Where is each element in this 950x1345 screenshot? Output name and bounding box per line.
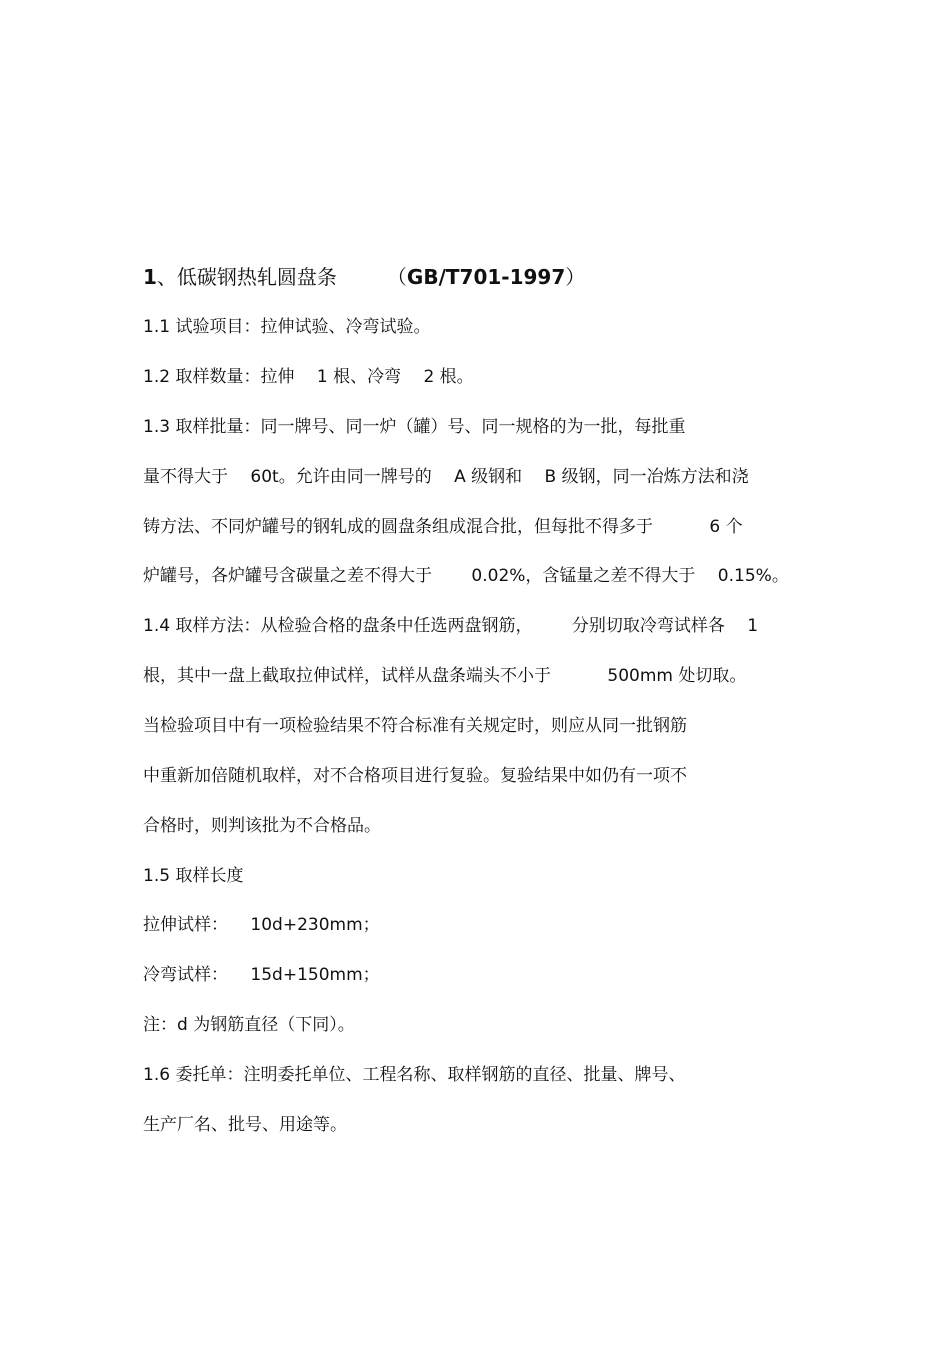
text-line-1-3c: 铸方法、不同炉罐号的钢轧成的圆盘条组成混合批，但每批不得多于 6 个 [143, 517, 743, 537]
text-line-1-4b: 根，其中一盘上截取拉伸试样，试样从盘条端头不小于 500mm 处切取。 [143, 666, 747, 686]
text-line-1-4a: 1.4 取样方法：从检验合格的盘条中任选两盘钢筋， 分别切取冷弯试样各 1 [143, 616, 759, 636]
heading-title: 、低碳钢热轧圆盘条 [156, 265, 337, 289]
text-line-1-6b: 生产厂名、批号、用途等。 [143, 1115, 347, 1135]
heading-paren-open: （ [386, 265, 407, 289]
text-line-1-2: 1.2 取样数量：拉伸 1 根、冷弯 2 根。 [143, 367, 474, 387]
section-heading [143, 262, 585, 292]
text-line-1-3d: 炉罐号，各炉罐号含碳量之差不得大于 0.02%，含锰量之差不得大于 0.15%。 [143, 566, 789, 586]
text-line-note: 注：d 为钢筋直径（下同）。 [143, 1015, 355, 1035]
text-line-1-4c: 当检验项目中有一项检验结果不符合标准有关规定时，则应从同一批钢筋 [143, 716, 687, 736]
heading-number: 1 [143, 265, 157, 289]
text-line-1-1: 1.1 试验项目：拉伸试验、冷弯试验。 [143, 317, 431, 337]
text-line-bend: 冷弯试样： 15d+150mm； [143, 965, 380, 985]
text-line-1-3b: 量不得大于 60t。允许由同一牌号的 A 级钢和 B 级钢，同一冶炼方法和浇 [143, 467, 749, 487]
text-line-1-4d: 中重新加倍随机取样，对不合格项目进行复验。复验结果中如仍有一项不 [143, 766, 687, 786]
text-line-1-3a: 1.3 取样批量：同一牌号、同一炉（罐）号、同一规格的为一批，每批重 [143, 417, 686, 437]
text-line-tensile: 拉伸试样： 10d+230mm； [143, 915, 380, 935]
text-line-1-4e: 合格时，则判该批为不合格品。 [143, 816, 381, 836]
heading-paren-close: ） [565, 265, 586, 289]
text-line-1-5: 1.5 取样长度 [143, 866, 244, 886]
standard-code: GB/T701-1997 [406, 265, 566, 289]
text-line-1-6a: 1.6 委托单：注明委托单位、工程名称、取样钢筋的直径、批量、牌号、 [143, 1065, 686, 1085]
